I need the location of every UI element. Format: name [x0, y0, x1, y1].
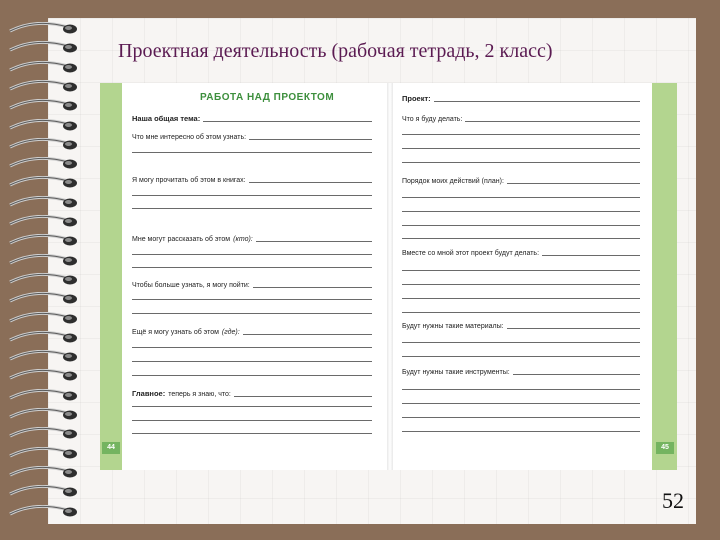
- answer-line: [132, 299, 372, 300]
- question-todo: [402, 115, 640, 123]
- question-project: [402, 94, 640, 103]
- spiral-binding-ring-icon: [6, 312, 80, 326]
- question-plan: [402, 177, 640, 185]
- right-page-number: 45: [656, 442, 674, 454]
- question-books: [132, 176, 372, 184]
- answer-line: [402, 197, 640, 198]
- answer-line: [402, 134, 640, 135]
- spiral-binding-ring-icon: [6, 350, 80, 364]
- workbook-gutter: [387, 83, 393, 470]
- answer-line: [132, 375, 372, 376]
- answer-line: [402, 312, 640, 313]
- question-tools: [402, 368, 640, 376]
- spiral-binding-ring-icon: [6, 176, 80, 190]
- question-label: Главное:: [132, 389, 166, 398]
- workbook-header: РАБОТА НАД ПРОЕКТОМ: [200, 92, 335, 103]
- spiral-binding-ring-icon: [6, 138, 80, 152]
- question-label: Мне могут рассказать об этом: [132, 236, 231, 243]
- question-label: Наша общая тема:: [132, 114, 201, 123]
- answer-line: [132, 313, 372, 314]
- question-go: [132, 281, 372, 289]
- question-label: Чтобы больше узнать, я могу пойти:: [132, 282, 250, 289]
- answer-line: [132, 195, 372, 196]
- spiral-binding-ring-icon: [6, 22, 80, 36]
- answer-line: [132, 254, 372, 255]
- answer-line: [402, 162, 640, 163]
- question-who: [132, 235, 372, 243]
- answer-line: [402, 284, 640, 285]
- question-main: [132, 389, 372, 398]
- spiral-binding-ring-icon: [6, 61, 80, 75]
- answer-line: [132, 347, 372, 348]
- spiral-binding-ring-icon: [6, 41, 80, 55]
- answer-line: [132, 406, 372, 407]
- spiral-binding-ring-icon: [6, 369, 80, 383]
- question-together: [402, 249, 640, 257]
- question-materials: [402, 322, 640, 330]
- spiral-binding-ring-icon: [6, 447, 80, 461]
- answer-line: [132, 267, 372, 268]
- question-label: Будут нужны такие материалы:: [402, 323, 504, 330]
- question-label: Порядок моих действий (план):: [402, 178, 504, 185]
- spiral-binding-ring-icon: [6, 157, 80, 171]
- spiral-binding-ring-icon: [6, 389, 80, 403]
- question-label: Что я буду делать:: [402, 116, 463, 123]
- answer-line: [402, 342, 640, 343]
- answer-line: [402, 417, 640, 418]
- slide-number: 52: [662, 488, 684, 513]
- answer-line: [132, 420, 372, 421]
- answer-line: [402, 298, 640, 299]
- question-label: Что мне интересно об этом узнать:: [132, 134, 247, 141]
- spiral-binding-ring-icon: [6, 119, 80, 133]
- workbook-right-page: [390, 83, 652, 470]
- spiral-binding-ring-icon: [6, 196, 80, 210]
- question-hint: (где):: [221, 329, 240, 336]
- question-label: Я могу прочитать об этом в книгах:: [132, 177, 246, 184]
- spiral-binding-ring-icon: [6, 408, 80, 422]
- answer-line: [402, 211, 640, 212]
- question-label: Ещё я могу узнать об этом: [132, 329, 219, 336]
- answer-line: [402, 389, 640, 390]
- spiral-binding-ring-icon: [6, 80, 80, 94]
- answer-line: [402, 225, 640, 226]
- spiral-binding: [0, 18, 90, 524]
- spiral-binding-ring-icon: [6, 234, 80, 248]
- workbook-left-page: [122, 83, 390, 470]
- slide-title: Проектная деятельность (рабочая тетрадь, 2 класс): [118, 40, 553, 62]
- spiral-binding-ring-icon: [6, 254, 80, 268]
- spiral-binding-ring-icon: [6, 485, 80, 499]
- spiral-binding-ring-icon: [6, 466, 80, 480]
- answer-line: [402, 270, 640, 271]
- spiral-binding-ring-icon: [6, 99, 80, 113]
- question-topic: [132, 114, 372, 123]
- question-interest: [132, 133, 372, 141]
- question-where: [132, 328, 372, 336]
- answer-line: [132, 361, 372, 362]
- spiral-binding-ring-icon: [6, 427, 80, 441]
- left-page-number: 44: [102, 442, 120, 454]
- question-label: Проект:: [402, 94, 431, 103]
- spiral-binding-ring-icon: [6, 273, 80, 287]
- answer-line: [402, 431, 640, 432]
- spiral-binding-ring-icon: [6, 292, 80, 306]
- question-hint: теперь я знаю, что:: [168, 391, 231, 398]
- answer-line: [132, 152, 372, 153]
- workbook-spread: [100, 83, 677, 470]
- question-hint: (кто):: [233, 236, 253, 243]
- spiral-binding-ring-icon: [6, 331, 80, 345]
- answer-line: [402, 238, 640, 239]
- answer-line: [402, 148, 640, 149]
- answer-line: [402, 403, 640, 404]
- spiral-binding-ring-icon: [6, 215, 80, 229]
- answer-line: [402, 356, 640, 357]
- answer-line: [132, 208, 372, 209]
- question-label: Вместе со мной этот проект будут делать:: [402, 250, 540, 257]
- question-label: Будут нужны такие инструменты:: [402, 369, 510, 376]
- answer-line: [132, 433, 372, 434]
- spiral-binding-ring-icon: [6, 505, 80, 519]
